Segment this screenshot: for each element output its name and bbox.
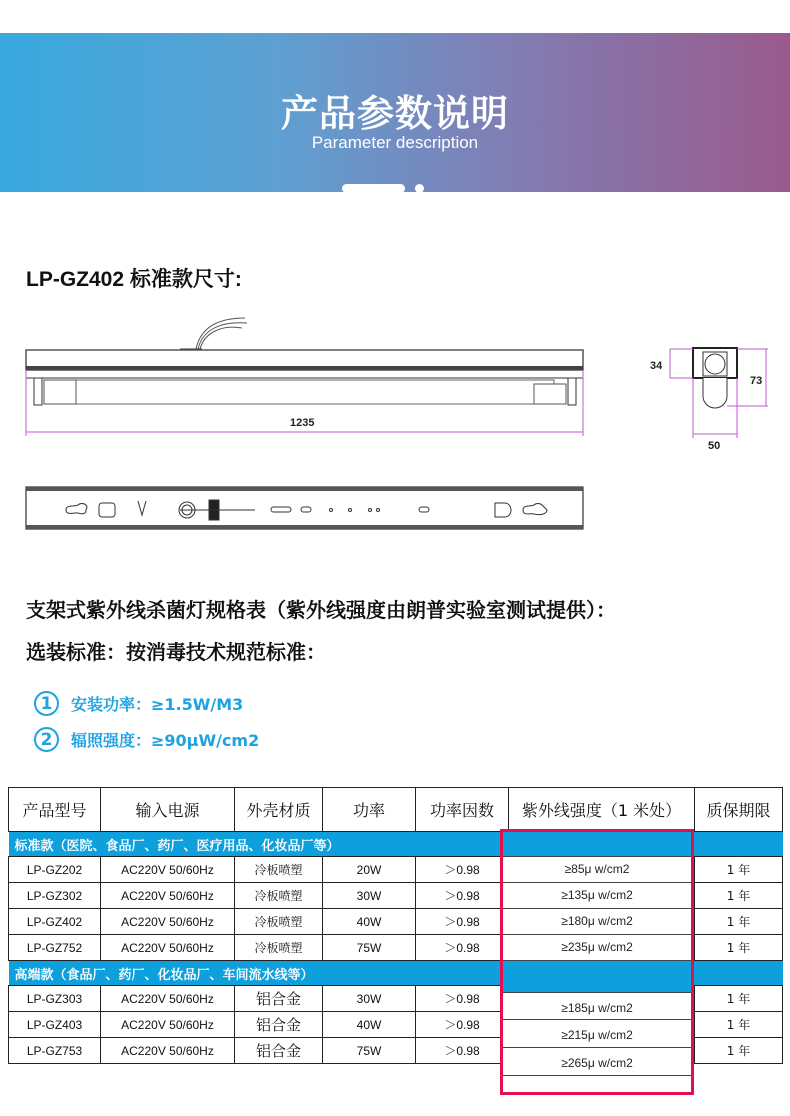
cell-power-input: AC220V 50/60Hz	[101, 857, 235, 883]
uv-band-standard	[503, 832, 691, 857]
cell-power: 20W	[323, 857, 416, 883]
uv-cell: ≥180μ w/cm2	[503, 909, 691, 935]
cell-power-input: AC220V 50/60Hz	[101, 883, 235, 909]
cell-model: LP-GZ402	[9, 909, 101, 935]
cell-power-factor: ＞0.98	[416, 986, 509, 1012]
uv-cell: ≥85μ w/cm2	[503, 857, 691, 883]
cell-material: 冷板喷塑	[235, 935, 323, 961]
table-header-row	[9, 788, 783, 832]
cell-power-factor: ＞0.98	[416, 1012, 509, 1038]
cell-material: 冷板喷塑	[235, 883, 323, 909]
cell-material: 冷板喷塑	[235, 909, 323, 935]
cell-power-input: AC220V 50/60Hz	[101, 1012, 235, 1038]
length-label: 1235	[290, 417, 315, 429]
uv-cell: ≥265μ w/cm2	[503, 1048, 691, 1076]
uv-cell: ≥185μ w/cm2	[503, 993, 691, 1020]
cell-power-input: AC220V 50/60Hz	[101, 1038, 235, 1064]
cell-material: 铝合金	[235, 1038, 323, 1064]
uv-cell: ≥215μ w/cm2	[503, 1020, 691, 1048]
cell-warranty: 1 年	[695, 909, 783, 935]
bottom-view-drawing	[26, 487, 583, 529]
uv-cell: ≥235μ w/cm2	[503, 935, 691, 961]
cell-power-input: AC220V 50/60Hz	[101, 909, 235, 935]
height-base-label: 34	[650, 360, 663, 372]
dimensions-title: LP-GZ402 标准款尺寸:	[26, 268, 242, 291]
banner-decor-dot	[415, 184, 424, 193]
cell-power-factor: ＞0.98	[416, 935, 509, 961]
cell-model: LP-GZ303	[9, 986, 101, 1012]
uv-band-premium	[503, 961, 691, 993]
cell-material: 铝合金	[235, 1012, 323, 1038]
cell-power-factor: ＞0.98	[416, 1038, 509, 1064]
header-model: 产品型号	[9, 788, 101, 832]
header-banner	[0, 33, 790, 192]
cell-power-input: AC220V 50/60Hz	[101, 986, 235, 1012]
banner-decor-pill	[342, 184, 405, 193]
cell-material: 铝合金	[235, 986, 323, 1012]
lamp-technical-drawing	[0, 300, 790, 540]
circled-number-2-icon: 2	[34, 727, 59, 752]
note-text: 安装功率：≥1.5W/M3	[71, 695, 244, 714]
power-cable-icon	[180, 318, 247, 349]
cell-power: 75W	[323, 1038, 416, 1064]
cell-power-input: AC220V 50/60Hz	[101, 935, 235, 961]
banner-subtitle: Parameter description	[311, 133, 479, 152]
cell-warranty: 1 年	[695, 857, 783, 883]
uv-cell: ≥135μ w/cm2	[503, 883, 691, 909]
cell-model: LP-GZ403	[9, 1012, 101, 1038]
header-uv-intensity: 紫外线强度（1 米处）	[509, 788, 695, 832]
uv-intensity-highlight-box	[500, 829, 694, 1095]
cell-power: 40W	[323, 1012, 416, 1038]
cell-power-factor: ＞0.98	[416, 883, 509, 909]
cell-power-factor: ＞0.98	[416, 857, 509, 883]
circled-number-1-icon: 1	[34, 691, 59, 716]
cell-warranty: 1 年	[695, 986, 783, 1012]
note-text: 辐照强度：≥90μW/cm2	[71, 731, 260, 750]
selection-standard-title: 选装标准：按消毒技术规范标准：	[26, 640, 326, 664]
cell-warranty: 1 年	[695, 1012, 783, 1038]
cell-warranty: 1 年	[695, 935, 783, 961]
header-power: 功率	[323, 788, 416, 832]
width-label: 50	[708, 440, 721, 452]
header-warranty: 质保期限	[695, 788, 783, 832]
cell-warranty: 1 年	[695, 883, 783, 909]
cell-model: LP-GZ202	[9, 857, 101, 883]
cell-model: LP-GZ302	[9, 883, 101, 909]
note-item-1	[34, 691, 243, 716]
spec-table-title: 支架式紫外线杀菌灯规格表（紫外线强度由朗普实验室测试提供）：	[26, 598, 616, 622]
cell-warranty: 1 年	[695, 1038, 783, 1064]
cell-power: 30W	[323, 883, 416, 909]
group-label: 标准款（医院、食品厂、药厂、医疗用品、化妆品厂等）	[9, 832, 783, 857]
cell-model: LP-GZ752	[9, 935, 101, 961]
banner-title: 产品参数说明	[281, 92, 509, 135]
height-total-label: 73	[750, 375, 763, 387]
header-power-input: 输入电源	[101, 788, 235, 832]
cell-model: LP-GZ753	[9, 1038, 101, 1064]
cell-power: 75W	[323, 935, 416, 961]
cell-power-factor: ＞0.98	[416, 909, 509, 935]
cell-material: 冷板喷塑	[235, 857, 323, 883]
header-power-factor: 功率因数	[416, 788, 509, 832]
group-label: 高端款（食品厂、药厂、化妆品厂、车间流水线等）	[9, 961, 783, 986]
note-item-2	[34, 727, 259, 752]
cell-power: 30W	[323, 986, 416, 1012]
header-material: 外壳材质	[235, 788, 323, 832]
cell-power: 40W	[323, 909, 416, 935]
end-view-drawing	[650, 348, 768, 452]
